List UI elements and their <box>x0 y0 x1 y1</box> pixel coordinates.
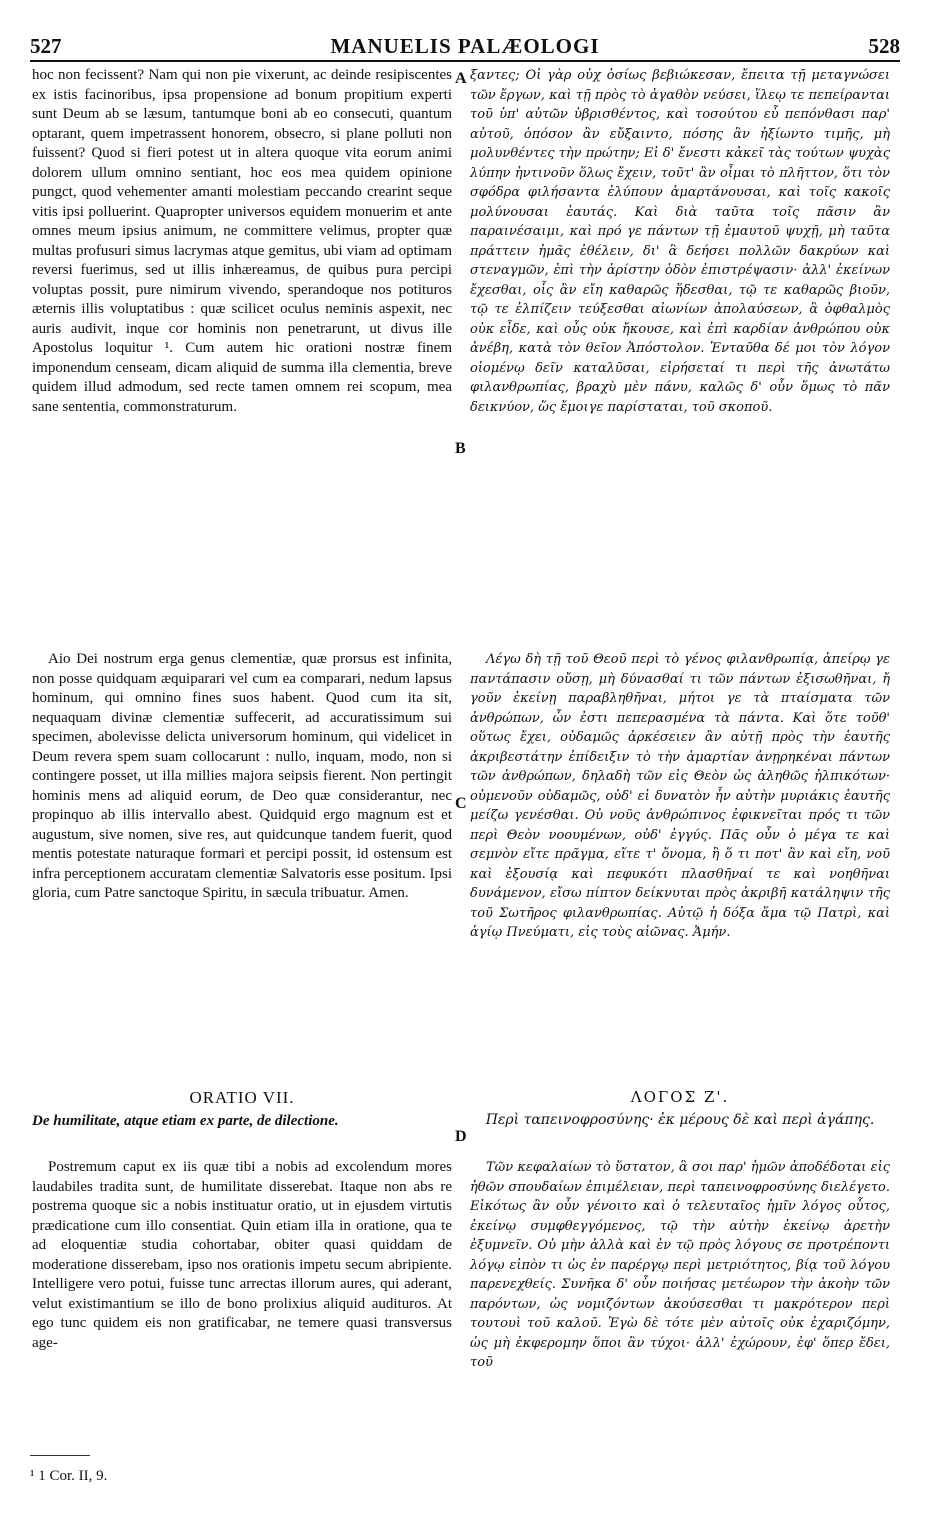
latin-paragraph-3: Postremum caput ex iis quæ tibi a nobis ad excolendum mores laudabiles tradita sunt, de humilitate disserebat. Itaque non abs re postrema quoque sic a nobis instituatur oratio, ut in ejusdem virtutis prædicatione cum illo consentiat. Quin etiam illa in oratione, qua te ad eloquentiæ studia cohortabar, obiter quasi quiddam de moderatione disserebam, ipso nos orationis impetu secum abripiente. Intelligere vero potui, fuisse tunc arrectas illorum aures, qui aderant, velut existimantium se illo de bono prolixius aliquid audituros. At ego tunc quidem eis non gratificabar, ne temere quasi transversus age- <box>32 1159 452 1351</box>
section-marker-d: D <box>455 1128 467 1145</box>
latin-paragraph-1: hoc non fecissent? Nam qui non pie vixerunt, ac deinde resipiscentes ex istis facinoribus, ipsa propensione ad bonum propitium experti sunt Deum ab se læsum, tantumque boni ab eo consecuti, quantum optarant, quem impetrassent honorem, obsecro, si plane polluti non fuissent? Quod si fieri potest ut in altera quoque vita eorum animi dolorem ullum omnino sentiant, hoc eos mea quidem opinione pungct, quod vehementer amanti molestiam peccando crearint seque vitis ipsi polluerint. Quapropter universos equidem monuerim et ante omnes meum ipsius animum, ne committere velimus, propter quæ multas profusuri simus lacrymas atque gemitus, ubi viam ad optimam reversi fuerimus, sed ut illis inhæreamus, de quibus pura percipi voluptas possit, pure nimirum vivendo, sperandoque nos potituros æternis illis voluptatibus : quæ scilicet oculus neminis aspexit, nec auris audivit, inque cor hominis non penetrarunt, ut divus ille Apostolus loquitur ¹. Cum autem hic orationi nostræ finem imponendum censeam, dicam aliquid de summa illa clementia, breve quidem illud admodum, sed recte tamen omnem rei scopum, mea sane sententia, commonstraturum. <box>32 67 452 415</box>
greek-paragraph-2: Λέγω δὴ τῇ τοῦ Θεοῦ περὶ τὸ γένος φιλανθρωπίᾳ, ἀπείρῳ γε παντάπασιν οὔσῃ, μὴ δύνασθαί τι τῶν πάντων ἐξισωθῆναι, ἤ γοῦν ἐκείνῃ παραβληθῆναι, μήτοι γε τὰ πταίσματα τῶν ἀνθρώπων, ὧν ἐστι πεπερασμένα τὰ πάντα. Καὶ ὅτε τοῦθ' οὕτως ἔχει, οὐδαμῶς ἀρκέσειεν ἂν αὐτῇ πρὸς τὴν ἑαυτῆς ἀκριβεστάτην ἐπίδειξιν τὸ τὴν ἁμαρτίαν ἀνῃρηκέναι πάντων τῶν ἀνθρώπων, δηλαδὴ τῶν εἰς Θεὸν ὡς ἀληθῶς ἠλπικότων· οὐμενοῦν οὐδαμῶς, οὐδ' εἰ δυνατὸν ἦν αὐτὴν μυριάκις ἑαυτῆς μείζω γενέσθαι. Οὐ νοῦς ἀνθρώπινος ἐφικνεῖται πρός τι τῶν περὶ Θεὸν νοουμένων, οὐδ' ἐγγύς. Πᾶς οὖν ὁ μέγα τε καὶ σεμνὸν εἴτε πρᾶγμα, εἴτε τ' ὄνομα, ἢ ὅ τι ποτ' ἂν καὶ εἴη, νοῦ καὶ ἐξουσίᾳ καὶ πεφυκότι πλασθῆναί τε καὶ νοηθῆναι δυνάμενον, εἴσω πίπτον δείκνυται πρὸς ἀκριβῆ κατάληψιν τῆς τοῦ Σωτῆρος φιλανθρωπίας. Αὐτῷ ἡ δόξα ἅμα τῷ Πατρὶ, καὶ ἁγίῳ Πνεύματι, εἰς τοὺς αἰῶνας. Ἀμήν. <box>470 652 890 940</box>
section-marker-c: C <box>455 795 467 812</box>
logos-subtitle: Περὶ ταπεινοφροσύνης· ἐκ μέρους δὲ καὶ περὶ ἀγάπης. <box>485 1112 875 1128</box>
running-header <box>30 34 900 58</box>
section-marker-a: A <box>455 70 467 87</box>
greek-paragraph-1: ξαντες; Οἱ γὰρ οὐχ ὁσίως βεβιώκεσαν, ἔπειτα τῇ μεταγνώσει τῶν ἔργων, καὶ τῇ πρὸς τὸ ἀγαθὸν νεύσει, ἵλεῳ τε πεπείρανται τοῦ ὑπ' αὐτῶν ὑβρισθέντος, καὶ τοσούτου εὖ πεπόνθασι παρ' αὐτοῦ, ὁπόσον ἂν εὔξαιντο, πόσης ἂν ἠξίωντο τιμῆς, μὴ μολυνθέντες τὴν πρώτην; Εἰ δ' ἔνεστι κἀκεῖ τὰς τούτων ψυχὰς λύπην ἡντινοῦν ὅλως ἔχειν, τοῦτ' ἂν οἶμαι τὸ πλῆττον, ὅτι τὸν σφόδρα φιλήσαντα ἐλύπουν ἁμαρτάνουσαι, καὶ τοῖς κακοῖς μολύνουσαι ἑαυτάς. Καὶ διὰ ταῦτα τοῖς πᾶσιν ἂν παραινέσαιμι, καὶ πρό γε πάντων τῇ ἐμαυτοῦ ψυχῇ, μὴ ταῦτα πράττειν ἡμᾶς ἐθέλειν, δι' ἃ δεήσει πολλῶν δακρύων καὶ στεναγμῶν, ἐπὶ τὴν ἀρίστην ὁδὸν ἐπιστρέψασιν· ἀλλ' ἐκείνων ἔχεσθαι, οἷς ἂν εἴη καθαρῶς ἥδεσθαι, τῷ τε καθαρῶς βιοῦν, τῷ τε ἐλπίζειν τεύξεσθαι αἰωνίων ἀπολαύσεων, ἃ ὀφθαλμὸς οὐκ εἶδε, καὶ οὖς οὐκ ἤκουσε, καὶ ἐπὶ καρδίαν ἀνθρώπου οὐκ ἀνέβη, κατὰ τὸν θεῖον Ἀπόστολον. Ἐνταῦθα δέ μοι τὸν λόγον οἰομένῳ δεῖν καταλῦσαι, εἰρήσεταί τι περὶ τῆς ἀνωτάτω φιλανθρωπίας, βραχὺ μὲν πάνυ, καλῶς δ' οὖν ὅμως τὸ πᾶν δεικνύον, ὥς ἔμοιγε παρίσταται, τοῦ σκοποῦ. <box>470 68 890 415</box>
footnote-rule <box>30 1455 90 1456</box>
logos-title: ΛΟΓΟΣ Ζ'. <box>630 1088 730 1106</box>
latin-paragraph-2: Aio Dei nostrum erga genus clementiæ, quæ prorsus est infinita, non posse quidquam æquiparari vel cum ea comparari, nedum lapsus hominum, qui omnino fines suos habent. Quod cum ita sit, nequaquam divinæ clementiæ suffecerit, ad accuratissimum sui specimen, abolevisse delicta universorum hominum, qui videlicet in Deum revera spem suam collocarunt : nullo, inquam, modo, non si contingere posset, ut illa millies majora seipsis fierent. Non pertingit hominis mens ad aliquid eorum, de Deo quæ considerantur, nec propinquo ab illis intervallo abest. Quidquid ergo magnum est et augustum, sive nomen, sive res, aut quidcunque tandem fuerit, quod mentis potestate naturaque formari et percipi possit, id ostensum est infra perceptionem accuratam clementiæ Salvatoris esse positum. Ipsi gloria, cum Patre sanctoque Spiritu, in sæcula tribuatur. Amen. <box>32 651 452 901</box>
section-marker-b: B <box>455 440 466 457</box>
page-number-right: 528 <box>868 34 900 58</box>
header-rule <box>30 60 900 62</box>
greek-paragraph-3: Τῶν κεφαλαίων τὸ ὕστατον, ἃ σοι παρ' ἡμῶν ἀποδέδοται εἰς ἠθῶν σπουδαίων ἐπιμέλειαν, περὶ ταπεινοφροσύνης διελέγετο. Εἰκότως ἂν οὖν γένοιτο καὶ ὁ τελευταῖος ἡμῖν λόγος οὗτος, ἐκείνῳ συμφθεγγόμενος, τῷ τὴν αὐτὴν ἐκείνῳ ἀρετὴν ἐξυμνεῖν. Οὐ μὴν ἀλλὰ καὶ ἐν τῷ πρὸς λόγους σε προτρέποντι λόγῳ εἰπὸν τι ὡς ἐν παρέργῳ περὶ μετριότητος, βίᾳ τοῦ λόγου παρενεχθείς. Συνῆκα δ' οὖν ποιήσας μετέωρον τὴν ἀκοὴν τῶν παρόντων, ὡς νομιζόντων ἀκούσεσθαι τι μακρότερον περὶ τουτουὶ τοῦ καλοῦ. Ἐγὼ δὲ τότε μὲν αὐτοῖς οὐκ ἐχαριζόμην, ὡς μὴ ἐκφερομην ὅποι ἂν τύχοι· ἀλλ' ἐχώρουν, ἐφ' ὅπερ ἔδει, τοῦ <box>470 1160 890 1370</box>
page-number-left: 527 <box>30 34 62 58</box>
footnote: ¹ 1 Cor. II, 9. <box>30 1468 108 1484</box>
running-title: MANUELIS PALÆOLOGI <box>330 34 600 58</box>
oratio-subtitle: De humilitate, atque etiam ex parte, de dilectione. <box>32 1113 339 1129</box>
oratio-title: ORATIO VII. <box>189 1088 295 1107</box>
